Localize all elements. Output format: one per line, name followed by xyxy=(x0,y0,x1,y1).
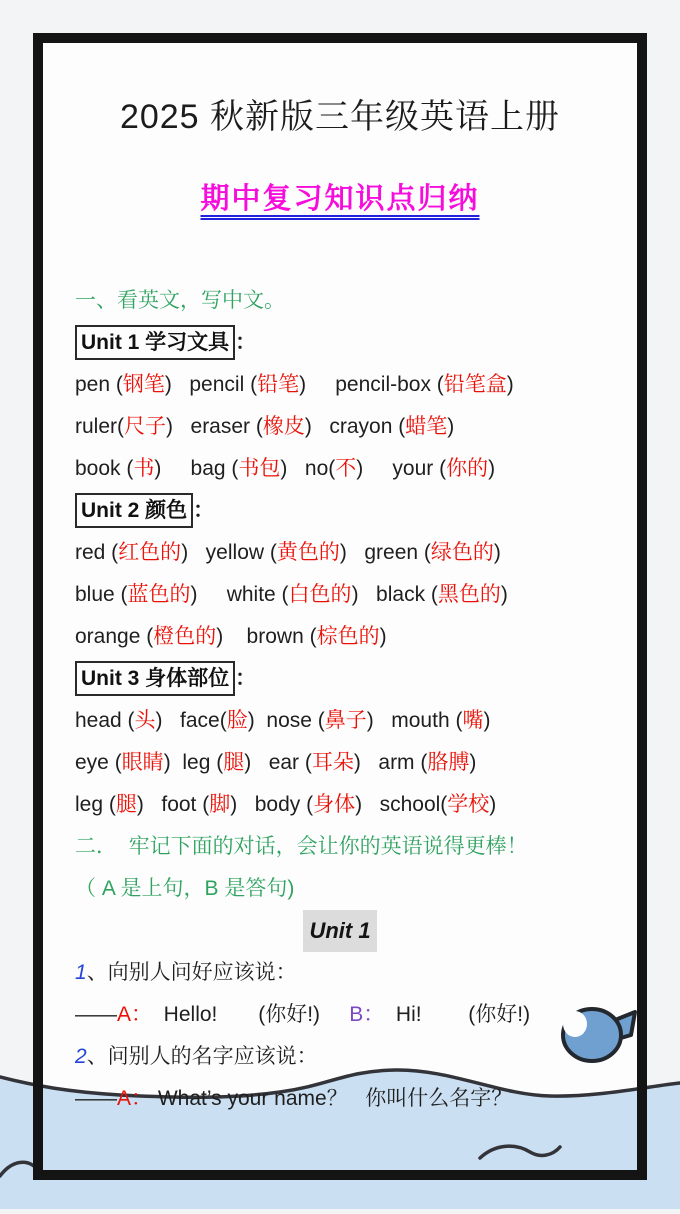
dialog-line: ——A： What’s your name？ 你叫什么名字？ xyxy=(75,1087,513,1110)
unit-header: Unit 1 学习文具 ： xyxy=(75,322,605,364)
worksheet-content xyxy=(43,43,637,1120)
section-heading: 二． 牢记下面的对话，会让你的英语说得更棒！ xyxy=(75,835,528,858)
section-heading: 一、看英文，写中文。 xyxy=(75,289,285,312)
vocab-line: red (红色的) yellow (黄色的) green (绿色的) xyxy=(75,541,501,564)
dialog-line: ——A： Hello! (你好!) B： Hi! (你好!) xyxy=(75,1003,531,1026)
vocab-line: book (书) bag (书包) no(不) your (你的) xyxy=(75,457,496,480)
dialog-line: 2、问别人的名字应该说： xyxy=(75,1045,318,1068)
vocab-line: pen (钢笔) pencil (铅笔) pencil-box (铅笔盒) xyxy=(75,373,514,396)
vocab-line: eye (眼睛) leg (腿) ear (耳朵) arm (胳膊) xyxy=(75,751,477,774)
vocab-line: ruler(尺子) eraser (橡皮) crayon (蜡笔) xyxy=(75,415,455,438)
vocab-line: orange (橙色的) brown (棕色的) xyxy=(75,625,387,648)
page-subtitle-text: 期中复习知识点归纳 xyxy=(200,183,480,215)
page-title: 2025 秋新版三年级英语上册 xyxy=(119,98,561,136)
vocab-line: leg (腿) foot (脚) body (身体) school(学校) xyxy=(75,793,497,816)
unit-header: Unit 2 颜色 ： xyxy=(75,490,605,532)
page-subtitle xyxy=(43,179,637,219)
vocab-line: blue (蓝色的) white (白色的) black (黑色的) xyxy=(75,583,508,606)
unit-title-center xyxy=(75,910,605,952)
section-heading: （ A 是上句，B 是答句) xyxy=(75,877,295,900)
unit-box: Unit 2 颜色 xyxy=(75,493,193,528)
unit-title: Unit 1 xyxy=(303,910,376,952)
content-lines xyxy=(43,280,637,1120)
dialog-line: 1、向别人问好应该说： xyxy=(75,961,297,984)
unit-header: Unit 3 身体部位 ： xyxy=(75,658,605,700)
unit-box: Unit 1 学习文具 xyxy=(75,325,235,360)
unit-box: Unit 3 身体部位 xyxy=(75,661,235,696)
vocab-line: head (头) face(脸) nose (鼻子) mouth (嘴) xyxy=(75,709,491,732)
